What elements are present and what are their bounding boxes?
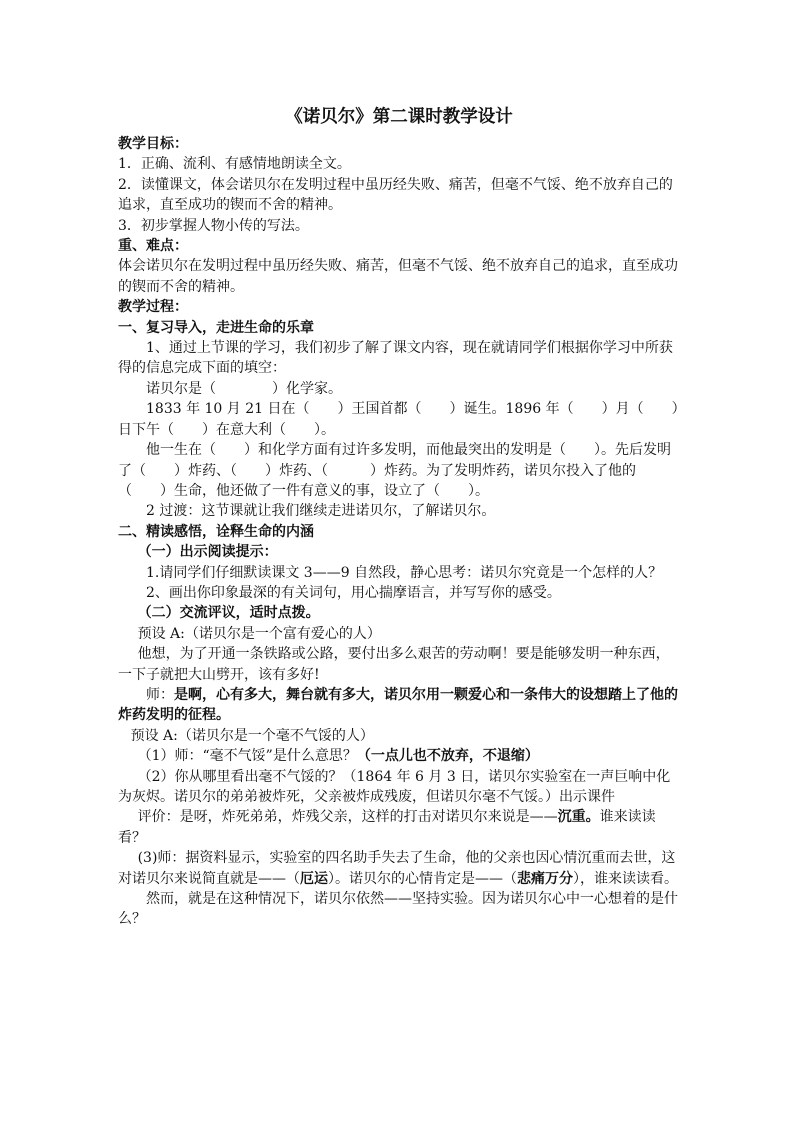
closing-paragraph: 然而，就是在这种情况下，诺贝尔依然——坚持实验。因为诺贝尔心中一心想着的是什么？: [118, 891, 678, 928]
objective-item: 1．正确、流利、有感情地朗读全文。: [118, 156, 351, 173]
key-points-heading: 重、难点：: [118, 238, 188, 255]
question-3-text: (3)师：据资料显示，实验室的四名助手失去了生命，他的父亲也因心情沉重而去世，这对诺贝尔来说简直就是——（: [118, 850, 676, 887]
document-title: 《诺贝尔》第二课时教学设计: [285, 107, 513, 127]
document-page: [118, 104, 680, 930]
discussion-heading: （二）交流评议，适时点拨。: [137, 605, 320, 622]
evaluation-text: 评价：是呀，炸死弟弟，炸残父亲，这样的打击对诺贝尔来说是——: [137, 809, 558, 826]
preset-answer: 预设 A:（诺贝尔是一个富有爱心的人）: [137, 625, 381, 642]
question-3-bold-2: 悲痛万分: [517, 870, 573, 887]
section1-fill-blank: 诺贝尔是（ ）化学家。: [146, 380, 342, 397]
reading-tips-heading: （一）出示阅读提示：: [137, 544, 278, 561]
reading-tip: 2、画出你印象最深的有关词句，用心揣摩语言，并写写你的感受。: [146, 584, 561, 601]
process-heading: 教学过程：: [118, 299, 188, 316]
question-3: [118, 848, 680, 889]
section1-heading: 一、复习导入，走进生命的乐章: [118, 319, 314, 336]
section2-heading: 二、精读感悟，诠释生命的内涵: [118, 523, 314, 540]
section1-transition: 2 过渡：这节课就让我们继续走进诺贝尔，了解诺贝尔。: [146, 503, 496, 520]
teacher-label: 师：: [146, 686, 174, 703]
section1-fill-blank: 他一生在（ ）和化学方面有过许多发明，而他最突出的发明是（ ）。先后发明了（ ）炸药、（ ）炸药、（ ）炸药。为了发明炸药，诺贝尔投入了他的（ ）生命，他还做了一件有意义的事，设立了（ ）。: [118, 442, 671, 499]
preset-answer: 预设 A:（诺贝尔是一个毫不气馁的人）: [130, 727, 374, 744]
section1-paragraph: 1、通过上节课的学习，我们初步了解了课文内容，现在就请同学们根据你学习中所获得的信息完成下面的填空：: [118, 340, 673, 377]
evaluation-bold: 沉重。: [557, 809, 600, 826]
text-quote: 他想，为了开通一条铁路或公路，要付出多么艰苦的劳动啊！要是能够发明一种东西，一下子就把大山劈开，该有多好!: [118, 646, 670, 683]
question-3-tail: ），谁来读读看。: [573, 870, 678, 887]
objective-item: 3．初步掌握人物小传的写法。: [118, 217, 309, 234]
section1-fill-blank: 1833 年 10 月 21 日在（ ）王国首都（ ）诞生。1896 年（ ）月（ ）日下午（ ）在意大利（ ）。: [118, 401, 679, 438]
question-2: （2）你从哪里看出毫不气馁的？（1864 年 6 月 3 日，诺贝尔实验室在一声巨响中化为灰烬。诺贝尔的弟弟被炸死，父亲被炸成残废，但诺贝尔毫不气馁。）出示课件: [118, 768, 671, 805]
question-1-answer: （一点儿也不放弃，不退缩）: [356, 748, 539, 765]
question-3-bold-1: 厄运: [300, 870, 328, 887]
evaluation-tail: 谁来读读看？: [118, 809, 656, 846]
key-points-text: 体会诺贝尔在发明过程中虽历经失败、痛苦，但毫不气馁、绝不放弃自己的追求，直至成功的锲而不舍的精神。: [118, 258, 678, 295]
objective-item: 2．读懂课文，体会诺贝尔在发明过程中虽历经失败、痛苦，但毫不气馁、绝不放弃自己的追求，直至成功的锲而不舍的精神。: [118, 176, 673, 214]
objectives-heading: 教学目标：: [118, 136, 188, 152]
evaluation: [118, 807, 680, 848]
question-1-text: （1）师：“毫不气馁”是什么意思？: [137, 748, 357, 765]
question-1: [118, 746, 680, 766]
question-3-mid: ）。诺贝尔的心情肯定是——（: [328, 870, 517, 887]
teacher-remark-bold: 是啊，心有多大，舞台就有多大，诺贝尔用一颗爱心和一条伟大的设想踏上了他的炸药发明的征程。: [118, 686, 678, 724]
reading-tip: 1.请同学们仔细默读课文 3——9 自然段，静心思考：诺贝尔究竟是一个怎样的人？: [146, 564, 663, 581]
teacher-remark: [118, 685, 680, 726]
